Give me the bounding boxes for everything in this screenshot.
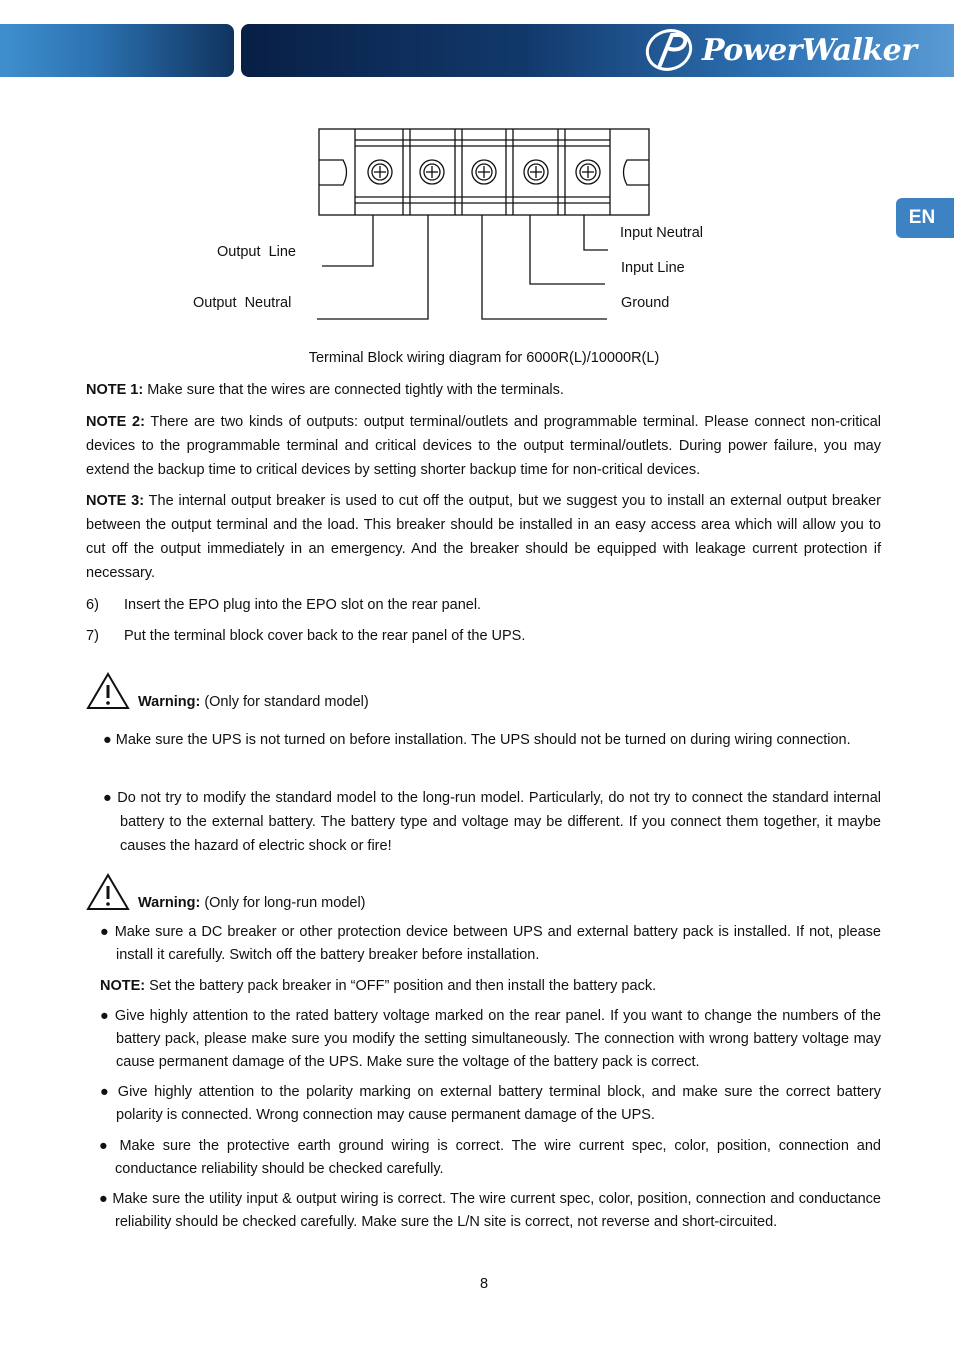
warning-longrun-note-label: NOTE: — [100, 978, 146, 994]
warning-longrun-qualifier: (Only for long-run model) — [200, 895, 366, 911]
label-ground: Ground — [621, 295, 670, 311]
warning-longrun-bullet-4-text: ● Make sure the protective earth ground wiring is correct. The wire current spec, color, position, connection and conductance reliability should be checked carefully. — [99, 1138, 881, 1177]
warning-longrun-bullet-4 — [99, 1135, 881, 1181]
step-6-text: Insert the EPO plug into the EPO slot on the rear panel. — [124, 597, 482, 613]
note-2-text: There are two kinds of outputs: output terminal/outlets and programmable terminal. Please connect non-critical devices to the programmable terminal and critical devices to the output terminal/outlets. During power failure, you may extend the backup time to critical devices by setting shorter backup time for non-critical devices. — [86, 414, 881, 478]
label-output-neutral: Output Neutral — [193, 295, 292, 311]
note-3-text: The internal output breaker is used to cut off the output, but we suggest you to install an external output breaker between the output terminal and the load. This breaker should be installed in an easy access area which will allow you to cut off the output immediately in an emergency. And the breaker should be equipped with leakage current protection if necessary. — [86, 493, 882, 581]
note-2 — [86, 410, 881, 482]
warning-longrun-bullet-1-text: ● Make sure a DC breaker or other protection device between UPS and external battery pack is installed. If not, please install it carefully. Switch off the battery breaker before installation. — [100, 924, 881, 963]
warning-standard-bullet-2-text: ● Do not try to modify the standard model to the long-run model. Particularly, do not try to connect the standard internal battery to the external battery. The battery type and voltage may be different. If you connect them together, it maybe causes the hazard of electric shock or fire! — [103, 790, 881, 854]
warning-longrun-bullet-5 — [99, 1188, 881, 1234]
warning-longrun-heading — [86, 871, 366, 911]
warning-longrun-bullet-2 — [100, 1005, 881, 1074]
language-tab-en[interactable]: EN — [896, 198, 954, 238]
warning-longrun-bullet-5-text: ● Make sure the utility input & output wiring is correct. The wire current spec, color, position, connection and conductance reliability should be checked carefully. Make sure the L/N site is correct, not reverse and short-circuited. — [99, 1191, 881, 1230]
note-1 — [86, 378, 881, 402]
page-number: 8 — [479, 1276, 489, 1292]
label-output-line: Output Line — [217, 244, 296, 260]
warning-longrun-bullet-3 — [100, 1081, 881, 1127]
warning-triangle-icon — [86, 873, 130, 911]
warning-longrun-label: Warning: — [138, 895, 201, 911]
warning-standard-bullet-2 — [103, 786, 881, 858]
step-6 — [86, 593, 881, 617]
warning-longrun-bullet-1 — [100, 921, 881, 967]
label-input-line: Input Line — [621, 260, 685, 276]
brand-name: PowerWalker — [702, 32, 917, 68]
warning-standard-heading — [86, 670, 369, 710]
step-6-number: 6) — [86, 597, 99, 613]
diagram-caption: Terminal Block wiring diagram for 6000R(L)/10000R(L) — [308, 350, 660, 366]
warning-longrun-note-text: Set the battery pack breaker in “OFF” position and then install the battery pack. — [145, 978, 657, 994]
step-7-text: Put the terminal block cover back to the rear panel of the UPS. — [124, 628, 526, 644]
step-7-number: 7) — [86, 628, 99, 644]
warning-standard-bullet-1 — [103, 728, 881, 752]
note-2-label: NOTE 2: — [86, 414, 145, 430]
warning-longrun-note — [100, 974, 881, 998]
label-input-neutral: Input Neutral — [620, 225, 704, 241]
step-7 — [86, 624, 881, 648]
warning-longrun-bullet-2-text: ● Give highly attention to the rated battery voltage marked on the rear panel. If you want to change the numbers of the battery pack, please make sure you modify the setting simultaneously. The connection with wrong battery voltage may cause permanent damage of the UPS. Make sure the voltage of the battery pack is correct. — [100, 1008, 881, 1070]
note-3-label: NOTE 3: — [86, 493, 145, 509]
warning-standard-bullet-1-text: ● Make sure the UPS is not turned on before installation. The UPS should not be turned on during wiring connection. — [103, 732, 851, 748]
warning-longrun-bullet-3-text: ● Give highly attention to the polarity marking on external battery terminal block, and make sure the correct battery polarity is connected. Wrong connection may cause permanent damage of the UPS. — [100, 1084, 881, 1123]
terminal-block-diagram — [0, 0, 954, 340]
note-1-text: Make sure that the wires are connected tightly with the terminals. — [143, 382, 564, 398]
warning-standard-label: Warning: — [138, 694, 201, 710]
note-1-label: NOTE 1: — [86, 382, 144, 398]
warning-standard-qualifier: (Only for standard model) — [200, 694, 369, 710]
note-3 — [86, 489, 881, 585]
warning-triangle-icon — [86, 672, 130, 710]
